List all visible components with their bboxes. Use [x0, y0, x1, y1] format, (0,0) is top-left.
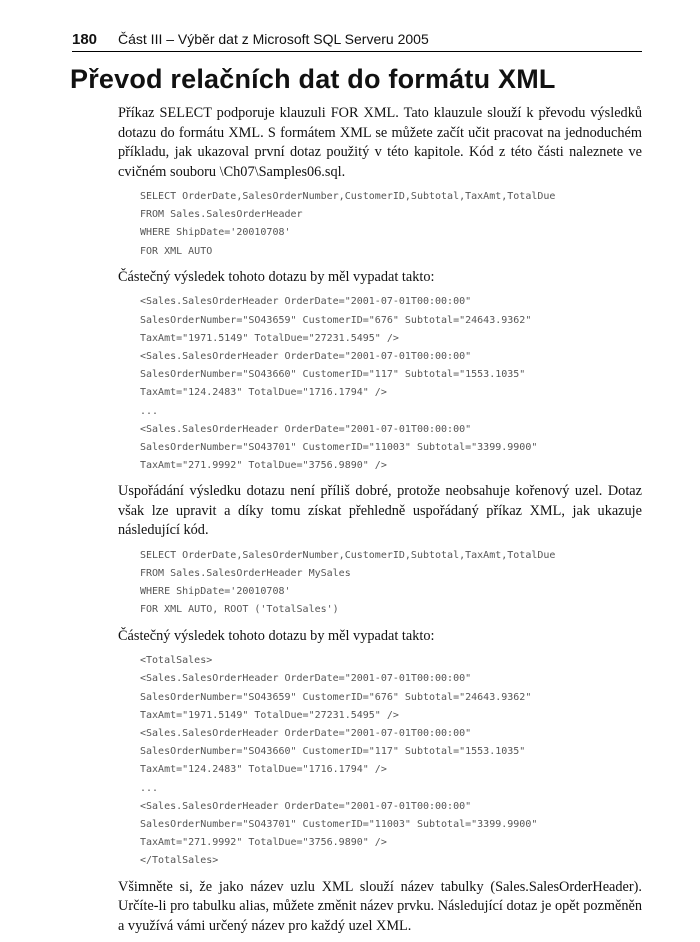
- body-content: [118, 104, 642, 942]
- paragraph-intro: Příkaz SELECT podporuje klauzuli FOR XML. Tato klauzule slouží k převodu výsledků dotazu do formátu XML. S formátem XML se můžete začít učit pracovat na jednoduchém příkladu, jak ukazoval první dotaz použitý v této kapitole. Kód z této části naleznete ve cvičném souboru \Ch07\Samples06.sql.: [118, 105, 642, 180]
- paragraph-result-1: Částečný výsledek tohoto dotazu by měl vypadat takto:: [118, 268, 435, 285]
- code-block-output-2: <TotalSales> <Sales.SalesOrderHeader OrderDate="2001-07-01T00:00:00" SalesOrderNumber="SO43659" CustomerID="676" Subtotal="24643.9362" TaxAmt="1971.5149" TotalDue="27231.5495" /> <Sales.SalesOrderHeader OrderDate="2001-07-01T00:00:00" SalesOrderNumber="SO43660" CustomerID="117" Subtotal="1553.1035" TaxAmt="124.2483" TotalDue="1716.1794" /> ... <Sales.SalesOrderHeader OrderDate="2001-07-01T00:00:00" SalesOrderNumber="SO43701" CustomerID="11003" Subtotal="3399.9900" TaxAmt="271.9992" TotalDue="3756.9890" /> </TotalSales>: [140, 655, 538, 867]
- section-title: Převod relačních dat do formátu XML: [70, 64, 556, 94]
- code-block-query-1: SELECT OrderDate,SalesOrderNumber,CustomerID,Subtotal,TaxAmt,TotalDue FROM Sales.SalesOrderHeader WHERE ShipDate='20010708' FOR XML AUTO: [140, 191, 556, 257]
- paragraph-root-node: Uspořádání výsledku dotazu není příliš dobré, protože neobsahuje kořenový uzel. Dotaz však lze upravit a díky tomu získat přehledně uspořádaný příkaz XML, jak ukazuje následující kód.: [118, 483, 642, 539]
- code-block-output-1: <Sales.SalesOrderHeader OrderDate="2001-07-01T00:00:00" SalesOrderNumber="SO43659" CustomerID="676" Subtotal="24643.9362" TaxAmt="1971.5149" TotalDue="27231.5495" /> <Sales.SalesOrderHeader OrderDate="2001-07-01T00:00:00" SalesOrderNumber="SO43660" CustomerID="117" Subtotal="1553.1035" TaxAmt="124.2483" TotalDue="1716.1794" /> ... <Sales.SalesOrderHeader OrderDate="2001-07-01T00:00:00" SalesOrderNumber="SO43701" CustomerID="11003" Subtotal="3399.9900" TaxAmt="271.9992" TotalDue="3756.9890" />: [140, 296, 538, 472]
- paragraph-result-2: Částečný výsledek tohoto dotazu by měl vypadat takto:: [118, 627, 435, 644]
- header-bar: [72, 31, 642, 51]
- paragraph-alias: Všimněte si, že jako název uzlu XML slouží název tabulky (Sales.SalesOrderHeader). Určíte-li pro tabulku alias, můžete změnit název prvku. Následující dotaz je opět pozměněn a využívá vámi určený název pro každý uzel XML.: [118, 878, 642, 934]
- page-number: 180: [72, 31, 98, 48]
- running-title: Část III – Výběr dat z Microsoft SQL Serveru 2005: [118, 31, 429, 47]
- code-block-query-2: SELECT OrderDate,SalesOrderNumber,CustomerID,Subtotal,TaxAmt,TotalDue FROM Sales.SalesOrderHeader MySales WHERE ShipDate='20010708' FOR XML AUTO, ROOT ('TotalSales'): [140, 549, 556, 616]
- header-rule: [72, 51, 642, 52]
